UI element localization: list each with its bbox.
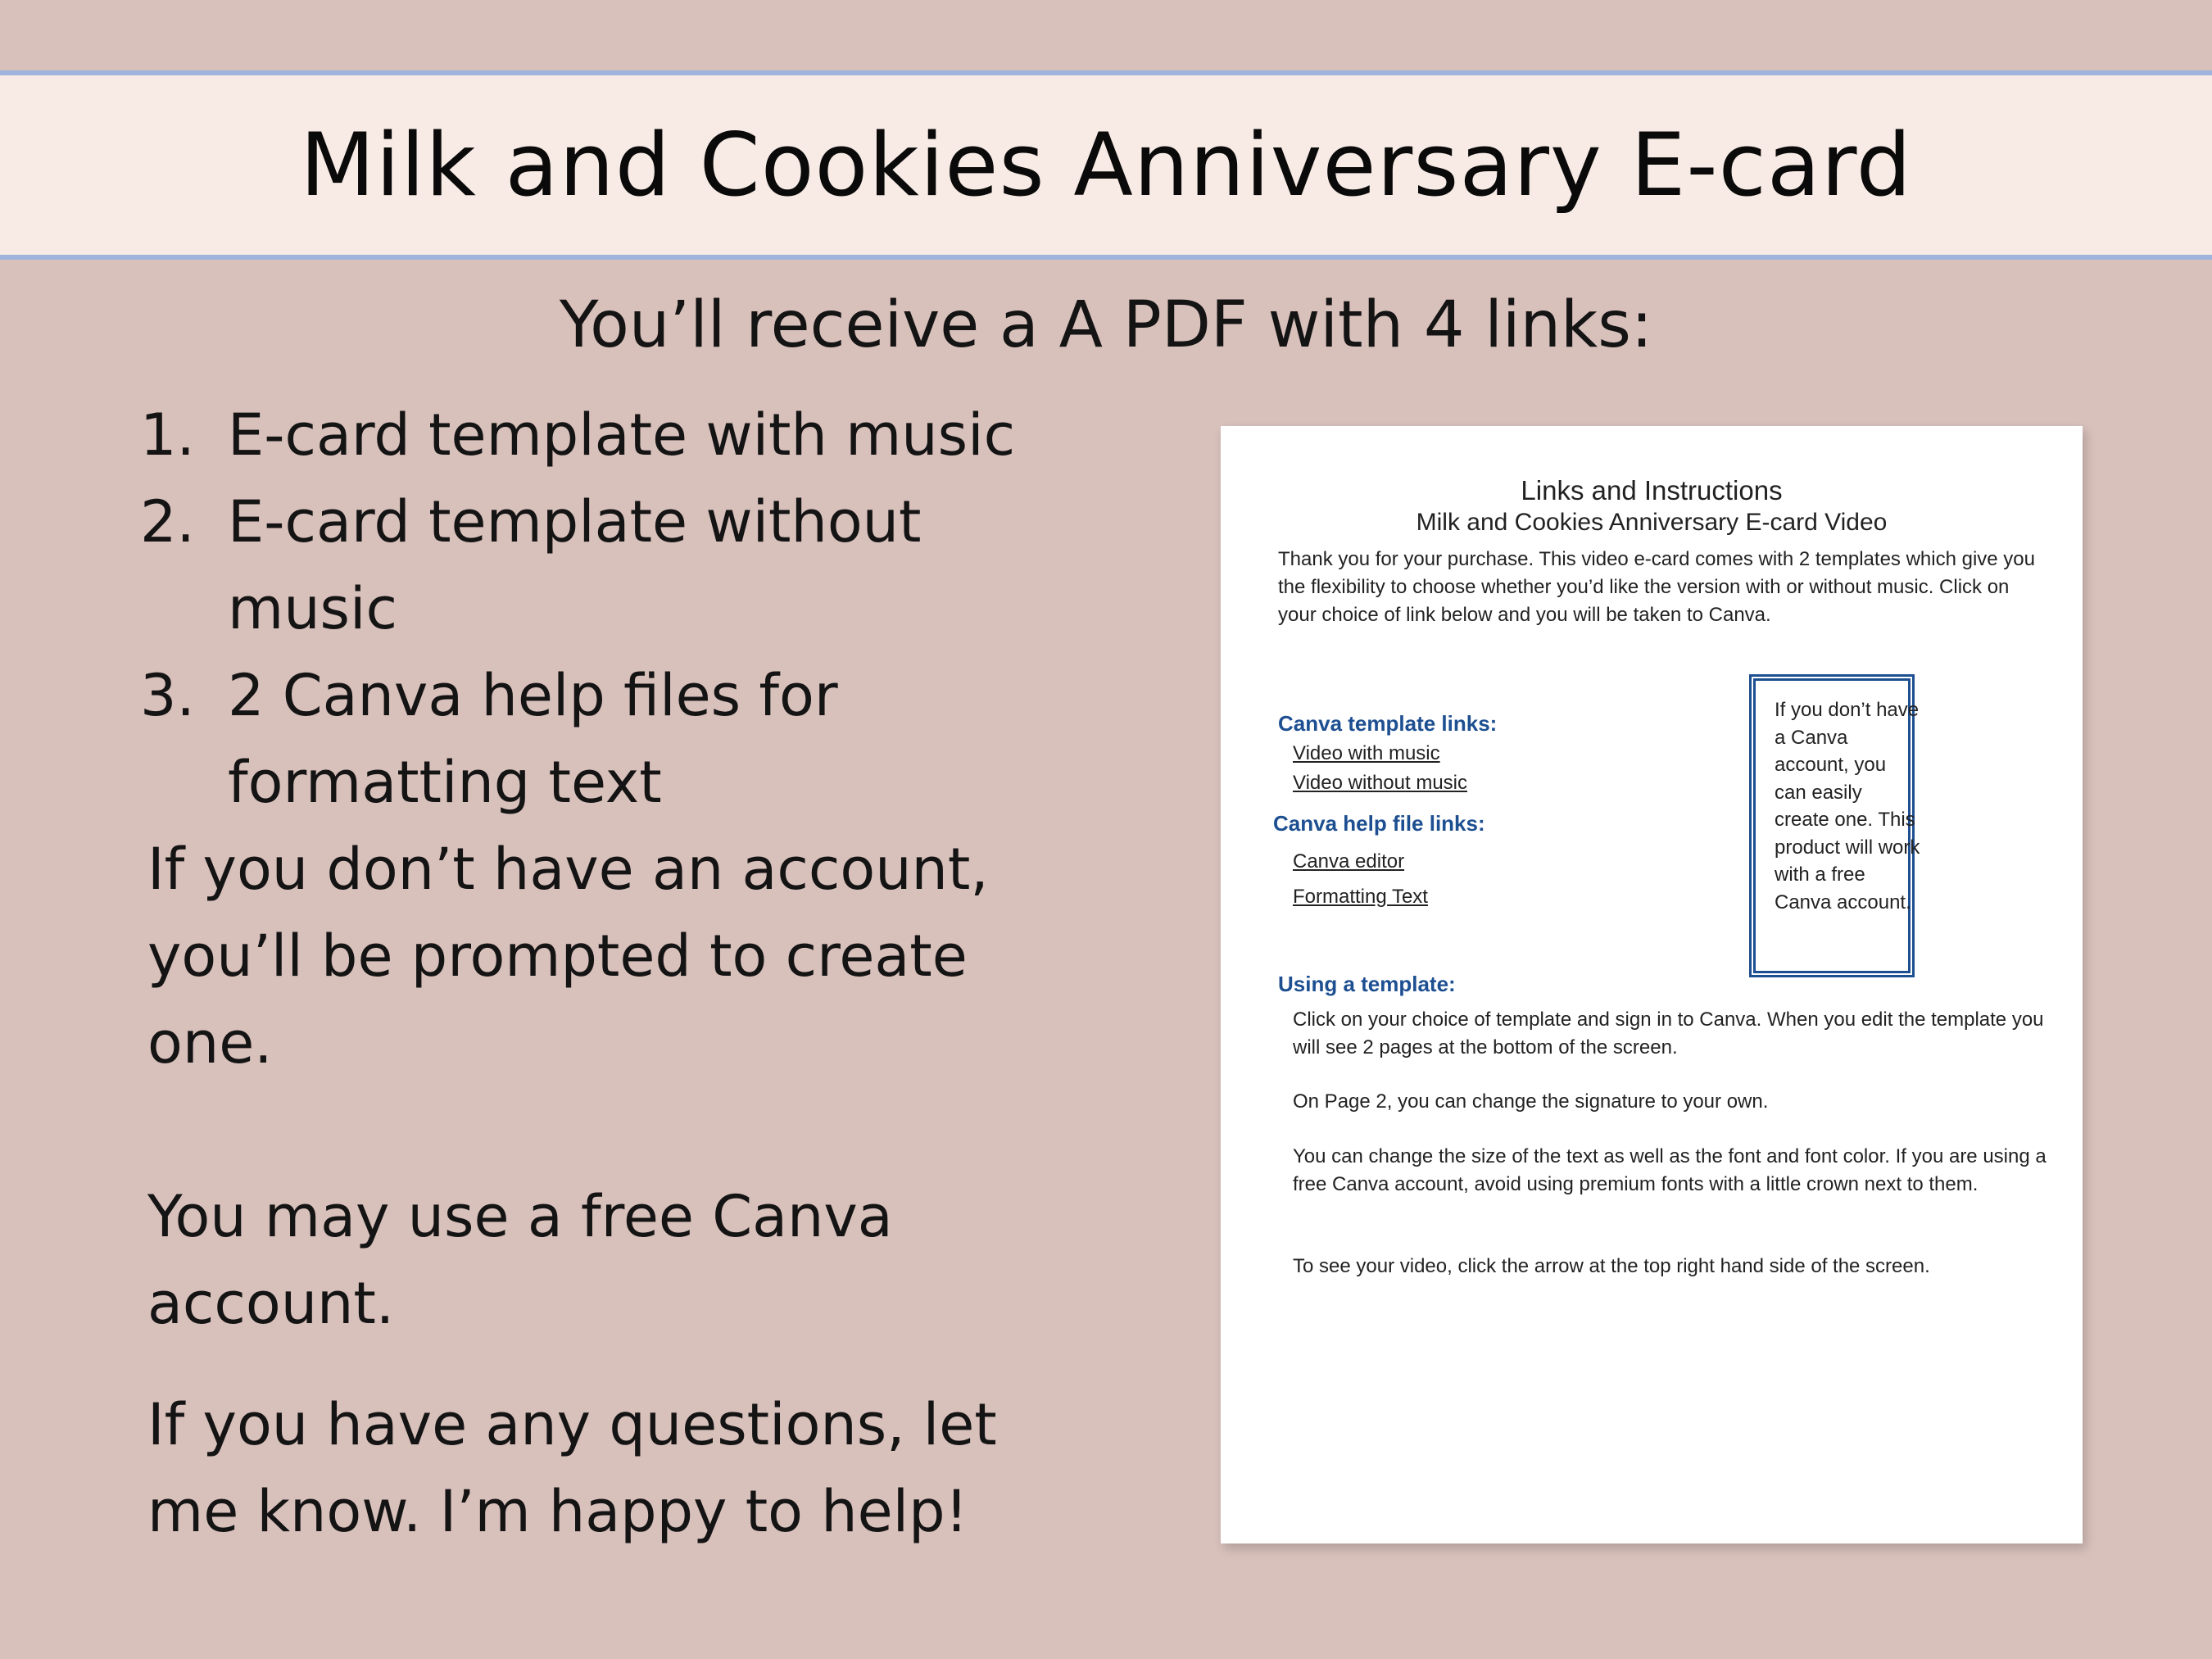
instruction-paragraph: You can change the size of the text as well as the font and font color. If you are using a free Canva account, avoid using premium fonts with a little crown next to them. bbox=[1293, 1145, 2047, 1195]
link-list bbox=[147, 392, 1032, 826]
video-with-music-link[interactable]: Video with music bbox=[1293, 742, 1440, 764]
page-title: Milk and Cookies Anniversary E-card bbox=[300, 115, 1912, 215]
pdf-subtitle: Milk and Cookies Anniversary E-card Video bbox=[1416, 509, 1888, 536]
list-item: 1. E-card template with music bbox=[213, 392, 1032, 478]
subtitle: You’ll receive a A PDF with 4 links: bbox=[559, 288, 1653, 362]
free-account-note: You may use a free Canva account. bbox=[147, 1183, 893, 1337]
instruction-paragraph: Click on your choice of template and sign in to Canva. When you edit the template you will see 2 pages at the bottom of the screen. bbox=[1293, 1009, 2044, 1058]
formatting-text-link[interactable]: Formatting Text bbox=[1293, 886, 1428, 908]
list-item: 3. 2 Canva help files for formatting text bbox=[213, 652, 1032, 826]
questions-note: If you have any questions, let me know. I’m happy to help! bbox=[147, 1391, 997, 1545]
template-links-heading: Canva template links: bbox=[1278, 711, 1498, 736]
instruction-paragraph: To see your video, click the arrow at the top right hand side of the screen. bbox=[1293, 1255, 1930, 1277]
info-column bbox=[147, 392, 1032, 1555]
pdf-preview bbox=[1221, 426, 2083, 1543]
pdf-intro: Thank you for your purchase. This video e-card comes with 2 templates which give you the flexibility to choose whether you’d like the version with or without music. Click on your choice of link below and you will be taken to Canva. bbox=[1278, 548, 2035, 626]
list-item: 2. E-card template without music bbox=[213, 478, 1032, 652]
canva-editor-link[interactable]: Canva editor bbox=[1293, 850, 1405, 873]
help-links-heading: Canva help file links: bbox=[1273, 811, 1485, 836]
pdf-title: Links and Instructions bbox=[1521, 475, 1783, 505]
video-without-music-link[interactable]: Video without music bbox=[1293, 772, 1467, 794]
instruction-paragraph: On Page 2, you can change the signature to your own. bbox=[1293, 1090, 1769, 1113]
account-info-text: If you don’t have a Canva account, you can easily create one. This product will work with a free Canva account. bbox=[1775, 699, 1920, 913]
account-note: If you don’t have an account, you’ll be prompted to create one. bbox=[147, 836, 989, 1077]
title-banner bbox=[0, 70, 2212, 260]
using-template-heading: Using a template: bbox=[1278, 972, 1456, 996]
